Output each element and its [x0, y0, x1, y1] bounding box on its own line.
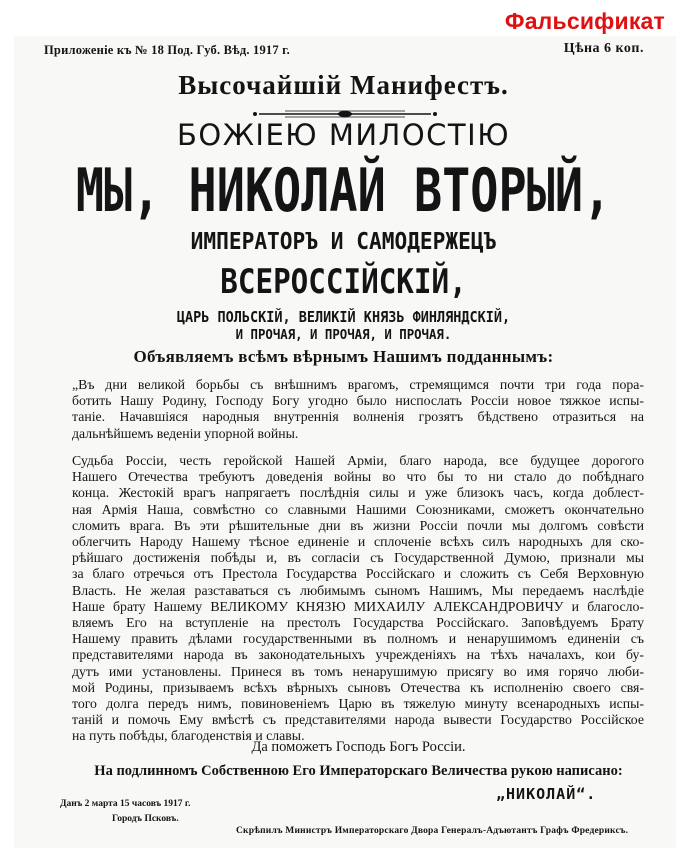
date-line: Данъ 2 марта 15 часовъ 1917 г. [60, 799, 191, 809]
text-line: „Въ дни великой борьбы съ внѣшнимъ врагомъ, стремящимся почти три года пора- [72, 377, 644, 392]
god-help-line: Да поможетъ Господь Богъ Россіи. [251, 739, 466, 755]
text-line: за благо отречься отъ Престола Государства Россійскаго и сложить съ Себя Верховную [72, 566, 644, 582]
text-line: конца. Жестокій врагъ напрягаетъ послѣднія силы и уже близокъ часъ, когда доблест- [72, 485, 644, 501]
text-line: представителями народа въ законодательныхъ учрежденіяхъ на тѣхъ началахъ, кои бу- [72, 647, 644, 663]
manifesto-title: Высочайшій Манифестъ. [178, 70, 509, 100]
declaration-line: Объявляемъ всѣмъ вѣрнымъ Нашимъ подданнымъ: [133, 347, 554, 366]
city-line: Городъ Псковъ. [112, 814, 179, 824]
text-line: ботить Нашу Родину, Господу Богу угодно было ниспослать Россіи новое тяжкое испы- [72, 393, 644, 409]
forgery-stamp: Фальсификат [504, 8, 665, 34]
text-line: сломить врага. Въ эти рѣшительные дни въ жизни Россіи почли мы долгомъ совѣсти [72, 517, 644, 533]
titles-line: ЦАРЬ ПОЛЬСКІЙ, ВЕЛИКІЙ КНЯЗЬ ФИНЛЯНДСКІЙ, [176, 308, 511, 326]
text-line: дальнѣйшемъ веденіи упорной войны. [72, 425, 299, 441]
text-line: того долга передъ нимъ, повиновеніемъ Царю въ тяжелую минуту всенародныхъ испы- [72, 696, 644, 712]
text-line: Наше брату Нашему ВЕЛИКОМУ КНЯЗЮ МИХАИЛУ АЛЕКСАНДРОВИЧУ и благосло- [72, 598, 644, 614]
text-line: Судьба Россіи, честь геройской Нашей Арміи, благо народа, все будущее дорогого [72, 453, 644, 468]
supplement-note: Приложеніе къ № 18 Под. Губ. Вѣд. 1917 г. [44, 43, 290, 57]
text-line: дутъ ими установлены. Принеся въ томъ ненарушимую присягу во имя горячо люби- [72, 663, 644, 679]
paragraph-2 [72, 453, 644, 745]
signature: „НИКОЛАЙ“. [496, 785, 597, 803]
text-line: рѣйшаго достиженія побѣды и, въ согласіи съ Государственной Думою, признали мы [72, 550, 644, 566]
text-line: облегчить Народу Нашему тѣсное единеніе и сплоченіе всѣхъ силъ народныхъ для ско- [72, 534, 644, 550]
all-russian-heading: ВСЕРОССІЙСКІЙ, [220, 262, 467, 302]
text-line: Нашего Отечества требуютъ доведенія войны во что бы то ни стало до побѣднаго [72, 469, 644, 485]
tsar-name-heading: МЫ, НИКОЛАЙ ВТОРЫЙ, [75, 156, 612, 226]
countersign-line: Скрѣпилъ Министръ Императорскаго Двора Генералъ-Адъютантъ Графъ Фредериксъ. [236, 826, 629, 836]
price-label: Цѣна 6 коп. [563, 41, 644, 56]
header-line [44, 41, 644, 61]
et-cetera-line: И ПРОЧАЯ, И ПРОЧАЯ, И ПРОЧАЯ. [235, 328, 452, 343]
text-line: мой Родины, призываемъ всѣхъ вѣрныхъ сыновъ Отечества къ исполненію своего свя- [72, 679, 644, 695]
text-line: таніе. Начавшіяся народныя внутреннія волненія грозятъ бѣдствено отразиться на [72, 409, 644, 425]
text-line: Власть. Не желая разставаться съ любимымъ сыномъ Нашимъ, Мы передаемъ наслѣдіе [72, 582, 644, 598]
original-note: На подлинномъ Собственною Его Императорскаго Величества рукою написано: [94, 763, 623, 779]
text-line: на путь побѣды, благоденствія и славы. [72, 728, 305, 744]
paragraph-1 [72, 377, 644, 442]
text-line: вляемъ Его на вступленіе на престолъ Государства Россійскаго. Заповѣдуемъ Брату [72, 615, 644, 631]
grace-heading: БОЖІЕЮ МИЛОСТІЮ [176, 118, 511, 152]
text-line: ная Армія Наша, совмѣстно со славными Нашими Союзниками, сможетъ окончательно [72, 501, 644, 517]
emperor-heading: ИМПЕРАТОРЪ И САМОДЕРЖЕЦЪ [190, 229, 497, 255]
text-line: таній и помочь Ему вмѣстѣ съ представителями народа вывести Государство Россійское [72, 712, 644, 728]
text-line: Нашему править дѣлами государственными въ полномъ и ненарушимомъ единеніи съ [72, 631, 644, 647]
